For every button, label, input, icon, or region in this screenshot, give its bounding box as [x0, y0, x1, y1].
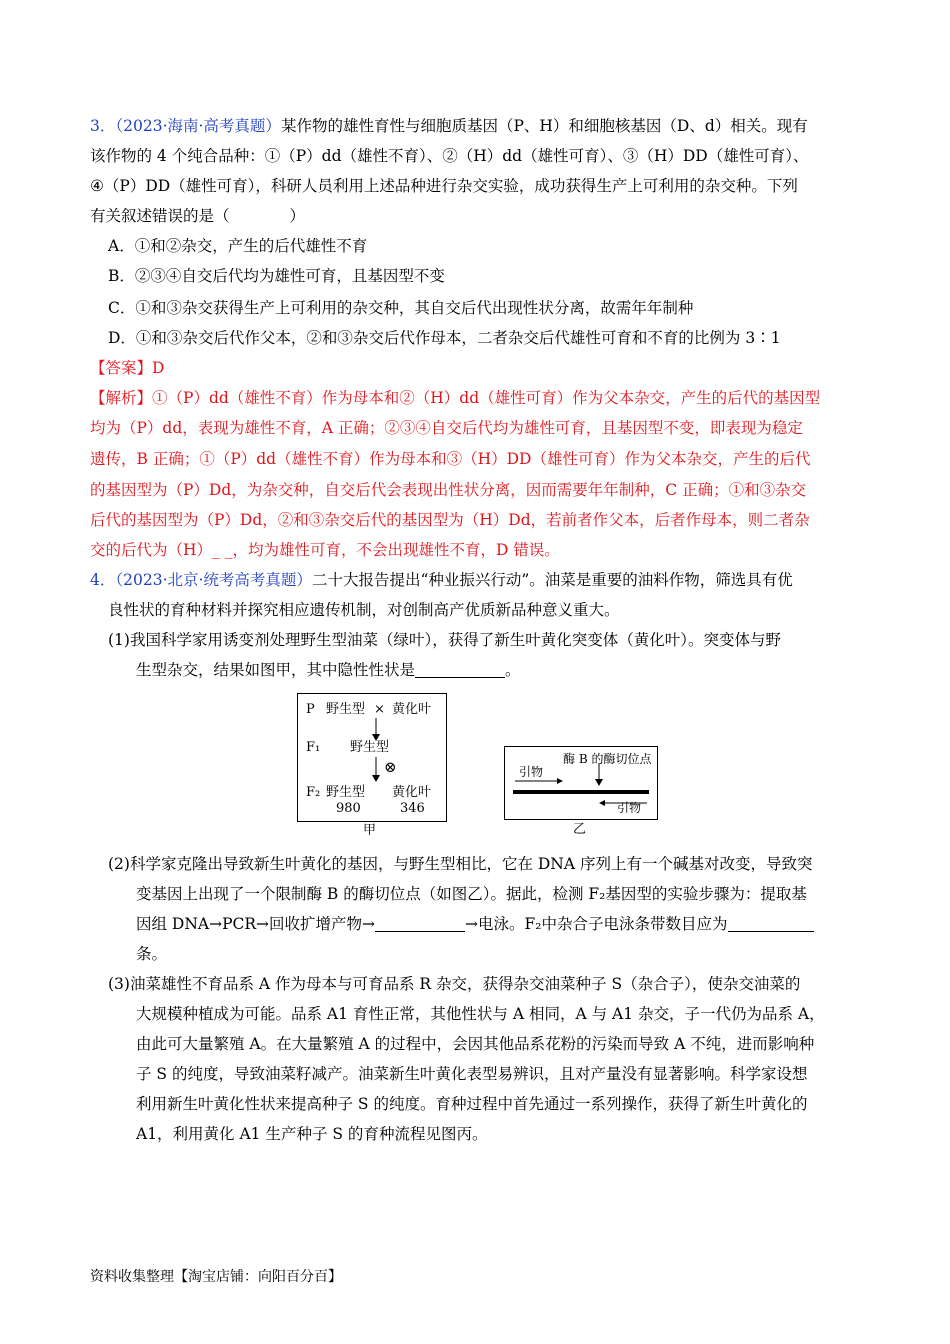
figure-jia-cross-diagram: P 野生型 × 黄化叶 F₁ 野生型 ⊗ F₂ 野生型 黄化叶 980 346 [297, 693, 447, 822]
q4-part3-line-2: 大规模种植成为可能。品系 A1 育性正常，其他性状与 A 相同，A 与 A1 杂交，子一代仍为品系 A， [136, 1005, 825, 1023]
figure-jia-caption: 甲 [363, 823, 377, 838]
q3-option-b: B．②③④自交后代均为雄性可育，且基因型不变 [108, 267, 445, 285]
answer-blank-2[interactable] [375, 915, 465, 932]
q4-part2-line-2: 变基因上出现了一个限制酶 B 的酶切位点（如图乙）。据此，检测 F₂基因型的实验步骤为：提取基 [136, 885, 807, 903]
q3-answer: 【答案】D [90, 359, 165, 377]
q3-analysis-line-4: 的基因型为（P）Dd，为杂交种，自交后代会表现出性状分离，因而需要年年制种，C 正确；①和③杂交 [90, 481, 807, 499]
q4-part3-line-5: 利用新生叶黄化性状来提高种子 S 的纯度。育种过程中首先通过一系列操作，获得了新生叶黄化的 [136, 1095, 808, 1113]
q4-part3-line-6: A1，利用黄化 A1 生产种子 S 的育种流程见图丙。 [136, 1125, 488, 1143]
page-footer: 资料收集整理【淘宝店铺：向阳百分百】 [90, 1269, 342, 1285]
q3-stem-line-2: 该作物的 4 个纯合品种：①（P）dd（雄性不育）、②（H）dd（雄性可育）、③（H）DD（雄性可育）、 [90, 147, 809, 165]
figure-yi-caption: 乙 [573, 822, 587, 837]
primer-label-right: 引物 [617, 801, 642, 815]
q3-analysis-line-5: 后代的基因型为（P）Dd，②和③杂交后代的基因型为（H）Dd，若前者作父本，后者作母本，则二者杂 [90, 511, 810, 529]
arrow-down-icon [370, 718, 382, 742]
q3-source: （2023·海南·高考真题） [115, 117, 281, 135]
q4-part2-line-3: 因组 DNA→PCR→回收扩增产物→ →电泳。F₂中杂合子电泳条带数目应为 [136, 914, 814, 934]
q3-stem-line-4: 有关叙述错误的是（ ） [90, 207, 306, 225]
figure-yi-dna-diagram: 酶 B 的酶切位点 引物 引物 [504, 746, 658, 820]
q4-stem-line-2: 良性状的育种材料并探究相应遗传机制，对创制高产优质新品种意义重大。 [108, 601, 620, 619]
q3-option-d: D．①和③杂交后代作父本，②和③杂交后代作母本，二者杂交后代雄性可育和不育的比例为 3∶1 [108, 329, 781, 347]
q4-stem-line-1: 4．（2023·北京·统考高考真题）二十大报告提出“种业振兴行动”。油菜是重要的油料作物，筛选具有优 [90, 571, 793, 589]
primer-label-left: 引物 [519, 765, 544, 779]
q4-part3-line-1: (3)油菜雄性不育品系 A 作为母本与可育品系 R 杂交，获得杂交油菜种子 S（杂合子），使杂交油菜的 [108, 975, 801, 993]
q3-stem-line-1: 3．（2023·海南·高考真题）某作物的雄性育性与细胞质基因（P、H）和细胞核基因（D、d）相关。现有 [90, 117, 808, 135]
answer-blank-1[interactable] [415, 661, 505, 678]
q3-analysis-line-3: 遗传，B 正确；①（P）dd（雄性不育）作为母本和③（H）DD（雄性可育）作为父本杂交，产生的后代 [90, 450, 811, 468]
q3-option-c: C．①和③杂交获得生产上可利用的杂交种，其自交后代出现性状分离，故需年年制种 [108, 299, 694, 317]
q3-option-a: A．①和②杂交，产生的后代雄性不育 [108, 237, 368, 255]
q3-analysis-line-1: 【解析】①（P）dd（雄性不育）作为母本和②（H）dd（雄性可育）作为父本杂交，产生的后代的基因型 [90, 389, 821, 407]
q3-analysis-line-6: 交的后代为（H）_ _，均为雄性可育，不会出现雄性不育，D 错误。 [90, 541, 560, 559]
q4-source: （2023·北京·统考高考真题） [115, 571, 312, 589]
self-cross-symbol: ⊗ [384, 758, 397, 776]
q4-part3-line-4: 子 S 的纯度，导致油菜籽减产。油菜新生叶黄化表型易辨识，且对产量没有显著影响。科学家设想 [136, 1065, 808, 1083]
q4-part1-line-1: (1)我国科学家用诱变剂处理野生型油菜（绿叶），获得了新生叶黄化突变体（黄化叶）。突变体与野 [108, 631, 781, 649]
q3-stem-line-3: ④（P）DD（雄性可育），科研人员利用上述品种进行杂交实验，成功获得生产上可利用的杂交种。下列 [90, 177, 798, 195]
q3-analysis-line-2: 均为（P）dd，表现为雄性不育，A 正确；②③④自交后代均为雄性可育，且基因型不变，即表现为稳定 [90, 419, 803, 437]
q4-part2-line-4: 条。 [136, 945, 168, 963]
q4-part2-line-1: (2)科学家克隆出导致新生叶黄化的基因，与野生型相比，它在 DNA 序列上有一个碱基对改变，导致突 [108, 855, 813, 873]
q4-part1-line-2: 生型杂交，结果如图甲，其中隐性性状是 。 [136, 661, 521, 679]
answer-blank-3[interactable] [728, 915, 814, 932]
arrow-down-icon [370, 757, 382, 783]
q3-number: 3． [90, 117, 116, 135]
q4-part3-line-3: 由此可大量繁殖 A。在大量繁殖 A 的过程中，会因其他品系花粉的污染而导致 A 不纯，进而影响种 [136, 1035, 815, 1053]
q4-number: 4． [90, 571, 116, 589]
